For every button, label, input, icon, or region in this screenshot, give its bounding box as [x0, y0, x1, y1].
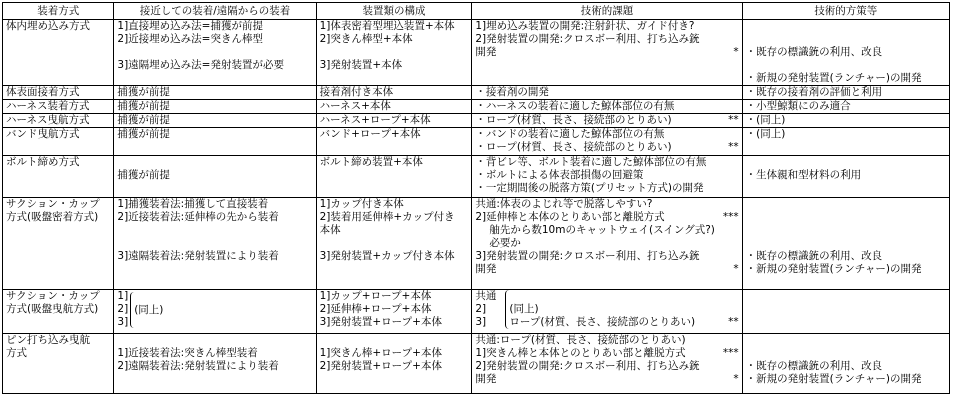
- header-measures: 技術的方策等: [742, 3, 949, 20]
- approach-cell: 1] 2] 3] (同上): [114, 290, 316, 334]
- issue-line: ・ロープ(材質、長さ、接続部のとりあい): [475, 141, 672, 153]
- issue-mark: *: [733, 263, 739, 275]
- issue-mark: ***: [722, 211, 739, 223]
- measure-line: ・新規の発射装置(ランチャー)の開発: [745, 373, 922, 385]
- config-line: 3]発射装置+カップ付き本体: [319, 250, 455, 262]
- config-line: 2]発射装置+ロープ+本体: [319, 360, 442, 372]
- issues-cell: [472, 198, 742, 290]
- measure-line: ・既存の標識銃の利用、改良: [745, 360, 883, 372]
- approach-line: 1]近接装着法:突きん棒型装着: [117, 347, 258, 359]
- issue-line: ・一定期間後の脱落方策(プリセット方式)の開発: [475, 182, 704, 194]
- measures-cell: ・(同上): [742, 128, 949, 156]
- issue-line: 開発: [475, 373, 497, 385]
- config-line: 2]装着用延伸棒+カップ付き: [319, 211, 455, 223]
- approach-line: 3]遠隔埋め込み法=発射装置が必要: [117, 59, 284, 71]
- approach-line: 1]直接埋め込み法=捕獲が前提: [117, 20, 263, 32]
- method-cell: 体表面接着方式: [3, 86, 114, 100]
- measures-cell: [742, 334, 949, 394]
- issue-line: ・ロープ(材質、長さ、接続部のとりあい): [475, 114, 672, 126]
- measure-line: ・生体親和型材料の利用: [745, 169, 862, 181]
- table-row: [3, 290, 950, 334]
- method-cell: サクション・カップ 方式(吸盤曳航方式): [3, 290, 114, 334]
- issue-line: ・バンドの装着に適した鯨体部位の有無: [475, 128, 665, 140]
- approach-line: 1]捕獲装着法:捕獲して直接装着: [117, 198, 269, 210]
- method-cell: ボルト締め方式: [3, 156, 114, 198]
- measure-line: ・新規の発射装置(ランチャー)の開発: [745, 263, 922, 275]
- table-row: [3, 334, 950, 394]
- header-row: [3, 3, 950, 20]
- config-line: 本体: [319, 224, 341, 236]
- approach-cell: 捕獲が前提: [114, 114, 316, 128]
- issue-mark: **: [728, 141, 739, 153]
- approach-line: 2]近接装着法:延伸棒の先から装着: [117, 211, 279, 223]
- measures-cell: ・小型鯨類にのみ適合: [742, 100, 949, 114]
- config-cell: [316, 198, 472, 290]
- config-cell: 接着剤付き本体: [316, 86, 472, 100]
- table-row: [3, 114, 950, 128]
- config-line: 1]カップ付き本体: [319, 198, 404, 210]
- issue-line: 舳先から数10mのキャットウェイ(スイング式?): [489, 224, 715, 236]
- measure-line: ・既存の標識銃の利用、改良: [745, 46, 883, 58]
- method-cell: サクション・カップ 方式(吸盤密着方式): [3, 198, 114, 290]
- issues-cell: 共通 2] 3] (同上) ロープ(材質、長さ、接続部のとりあい) **: [472, 290, 742, 334]
- measure-line: ・既存の標識銃の利用、改良: [745, 250, 883, 262]
- issues-cell: [472, 20, 742, 86]
- issue-line: 開発: [475, 46, 497, 58]
- issue-mark: ***: [722, 347, 739, 359]
- config-line: 2]延伸棒+ロープ+本体: [319, 303, 432, 315]
- method-cell: ピン打ち込み曳航 方式: [3, 334, 114, 394]
- approach-line: 2]近接埋め込み法=突きん棒型: [117, 33, 263, 45]
- config-line: 1]体表密着型埋込装置+本体: [319, 20, 455, 32]
- issues-cell: [472, 334, 742, 394]
- approach-cell: [114, 20, 316, 86]
- issue-line: 共通:体表のよじれ等で脱落しやすい?: [475, 198, 653, 210]
- approach-cell: 捕獲が前提: [114, 100, 316, 114]
- approach-cell: 捕獲が前提: [114, 86, 316, 100]
- header-approach: 接近しての装着/遠隔からの装着: [114, 3, 316, 20]
- approach-cell: [114, 334, 316, 394]
- issue-line: ・背ビレ等、ボルト装着に適した鯨体部位の有無: [475, 156, 707, 168]
- table-row: [3, 128, 950, 156]
- measures-cell: [742, 156, 949, 198]
- method-cell: 体内埋め込み方式: [3, 20, 114, 86]
- config-cell: ハーネス+ロープ+本体: [316, 114, 472, 128]
- issue-mark: *: [733, 46, 739, 58]
- issue-line: 必要か: [489, 237, 521, 249]
- approach-line: 捕獲が前提: [117, 169, 170, 181]
- brace-mark: (同上) ロープ(材質、長さ、接続部のとりあい) **: [505, 290, 738, 329]
- issue-line: 1]埋め込み装置の開発:注射針状、ガイド付き?: [475, 20, 695, 32]
- table-row: [3, 198, 950, 290]
- config-cell: ハーネス+本体: [316, 100, 472, 114]
- table-row: [3, 86, 950, 100]
- config-cell: ボルト締め装置+本体: [316, 156, 472, 198]
- measures-cell: [742, 198, 949, 290]
- measures-cell: ・既存の接着剤の評価と利用: [742, 86, 949, 100]
- method-cell: ハーネス装着方式: [3, 100, 114, 114]
- approach-line: 2]遠隔装着法:発射装置により装着: [117, 360, 279, 372]
- measures-cell: [742, 290, 949, 334]
- config-cell: [316, 334, 472, 394]
- method-cell: ハーネス曳航方式: [3, 114, 114, 128]
- issue-line: 共通:ロープ(材質、長さ、接続部のとりあい): [475, 334, 686, 346]
- issue-line: ・ボルトによる体表部損傷の回避策: [475, 169, 644, 181]
- issues-cell: [472, 156, 742, 198]
- table-row: [3, 100, 950, 114]
- issue-line: 2]発射装置の開発:クロスボー利用、打ち込み銃: [475, 360, 700, 372]
- approach-cell: [114, 156, 316, 198]
- brace-mark: (同上): [130, 292, 163, 328]
- table-row: [3, 156, 950, 198]
- config-line: 1]カップ+ロープ+本体: [319, 290, 432, 302]
- table-row: [3, 20, 950, 86]
- config-cell: [316, 290, 472, 334]
- approach-cell: 捕獲が前提: [114, 128, 316, 156]
- attachment-methods-table: [2, 2, 950, 394]
- issue-mark: *: [733, 373, 739, 385]
- header-method: 装着方式: [3, 3, 114, 20]
- approach-cell: [114, 198, 316, 290]
- header-config: 装置類の構成: [316, 3, 472, 20]
- config-line: 2]突きん棒型+本体: [319, 33, 413, 45]
- header-issues: 技術的課題: [472, 3, 742, 20]
- issues-cell: ・ハーネスの装着に適した鯨体部位の有無: [472, 100, 742, 114]
- issue-mark: **: [728, 316, 739, 328]
- issue-line: 3]発射装置の開発:クロスボー利用、打ち込み銃: [475, 250, 700, 262]
- config-line: 1]突きん棒+ロープ+本体: [319, 347, 442, 359]
- measure-line: ・新規の発射装置(ランチャー)の開発: [745, 72, 922, 84]
- issue-mark: **: [728, 114, 739, 126]
- issue-line: 開発: [475, 263, 497, 275]
- issues-cell: [472, 128, 742, 156]
- issue-line: 2]延伸棒と本体のとりあい部と離脱方式: [475, 211, 665, 223]
- config-line: 3]発射装置+本体: [319, 59, 403, 71]
- config-cell: [316, 20, 472, 86]
- config-cell: バンド+ロープ+本体: [316, 128, 472, 156]
- issues-cell: [472, 114, 742, 128]
- issues-cell: ・接着剤の開発: [472, 86, 742, 100]
- config-line: 3]発射装置+ロープ+本体: [319, 316, 442, 328]
- approach-line: 3]遠隔装着法:発射装置により装着: [117, 250, 279, 262]
- measures-cell: ・(同上): [742, 114, 949, 128]
- issue-line: 2]発射装置の開発:クロスボー利用、打ち込み銃: [475, 33, 700, 45]
- method-cell: バンド曳航方式: [3, 128, 114, 156]
- measures-cell: [742, 20, 949, 86]
- issue-line: 1]突きん棒と本体とのとりあい部と離脱方式: [475, 347, 686, 359]
